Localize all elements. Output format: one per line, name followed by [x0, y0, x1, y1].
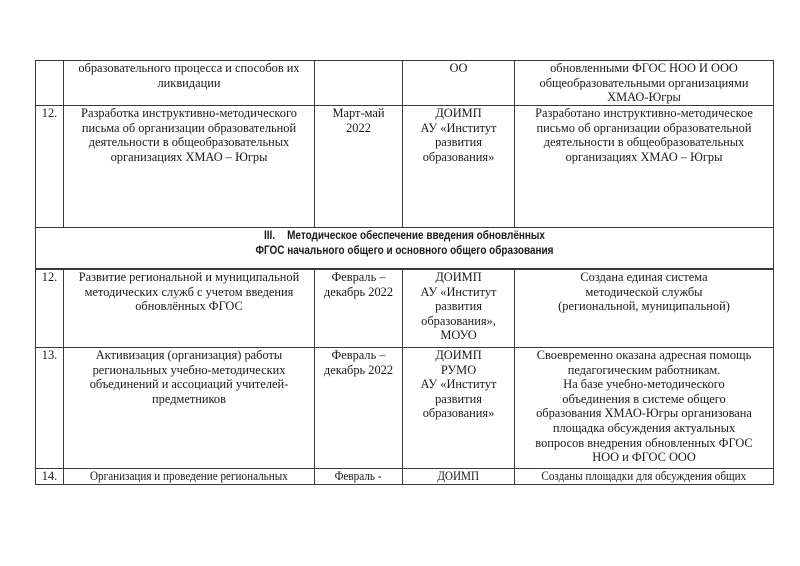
row-number: 12. [36, 269, 64, 348]
period-cell: Март-май 2022 [315, 106, 403, 228]
result-cell: Своевременно оказана адресная помощь педагогическим работникам. На базе учебно-методического объединения в системе общего образования ХМАО-Югры организована площадка обсуждения актуальных вопросов внедрения обновленных ФГОС НОО и ФГОС ООО [515, 348, 774, 469]
table-row [36, 269, 774, 348]
section-title-line1: Методическое обеспечение введения обновлённых [287, 229, 545, 242]
result-cell: Создана единая система методической службы (региональной, муниципальной) [515, 269, 774, 348]
row-number: 13. [36, 348, 64, 469]
responsible-cell: ОО [403, 61, 515, 106]
section-heading-row [36, 228, 774, 270]
period-cell: Февраль - [315, 469, 403, 485]
activity-cell: Развитие региональной и муниципальной методических служб с учетом введения обновлённых ФГОС [64, 269, 315, 348]
activity-cell: Разработка инструктивно-методического письма об организации образовательной деятельности в общеобразовательных организациях ХМАО – Югры [64, 106, 315, 228]
table-row [36, 348, 774, 469]
result-cell: Разработано инструктивно-методическое письмо об организации образовательной деятельности в общеобразовательных организациях ХМАО – Югры [515, 106, 774, 228]
period-cell: Февраль – декабрь 2022 [315, 269, 403, 348]
table-row [36, 469, 774, 485]
table-row [36, 61, 774, 106]
result-cell: обновленными ФГОС НОО И ООО общеобразовательными организациями ХМАО-Югры [515, 61, 774, 106]
period-cell: Февраль – декабрь 2022 [315, 348, 403, 469]
section-title-line2: ФГОС начального общего и основного общего образования [255, 244, 554, 257]
result-cell: Созданы площадки для обсуждения общих [515, 469, 774, 485]
activity-cell: Организация и проведение региональных [64, 469, 315, 485]
activity-cell: образовательного процесса и способов их ликвидации [64, 61, 315, 106]
responsible-cell: ДОИМП АУ «Институт развития образования», МОУО [403, 269, 515, 348]
activity-cell: Активизация (организация) работы региональных учебно-методических объединений и ассоциаций учителей- предметников [64, 348, 315, 469]
plan-table [35, 60, 774, 485]
row-number: 12. [36, 106, 64, 228]
row-number: 14. [36, 469, 64, 485]
responsible-cell: ДОИМП АУ «Институт развития образования» [403, 106, 515, 228]
responsible-cell: ДОИМП РУМО АУ «Институт развития образования» [403, 348, 515, 469]
section-number: III. [263, 229, 276, 242]
row-number [36, 61, 64, 106]
period-cell [315, 61, 403, 106]
table-row [36, 106, 774, 228]
section-heading [36, 228, 774, 270]
responsible-cell: ДОИМП [403, 469, 515, 485]
